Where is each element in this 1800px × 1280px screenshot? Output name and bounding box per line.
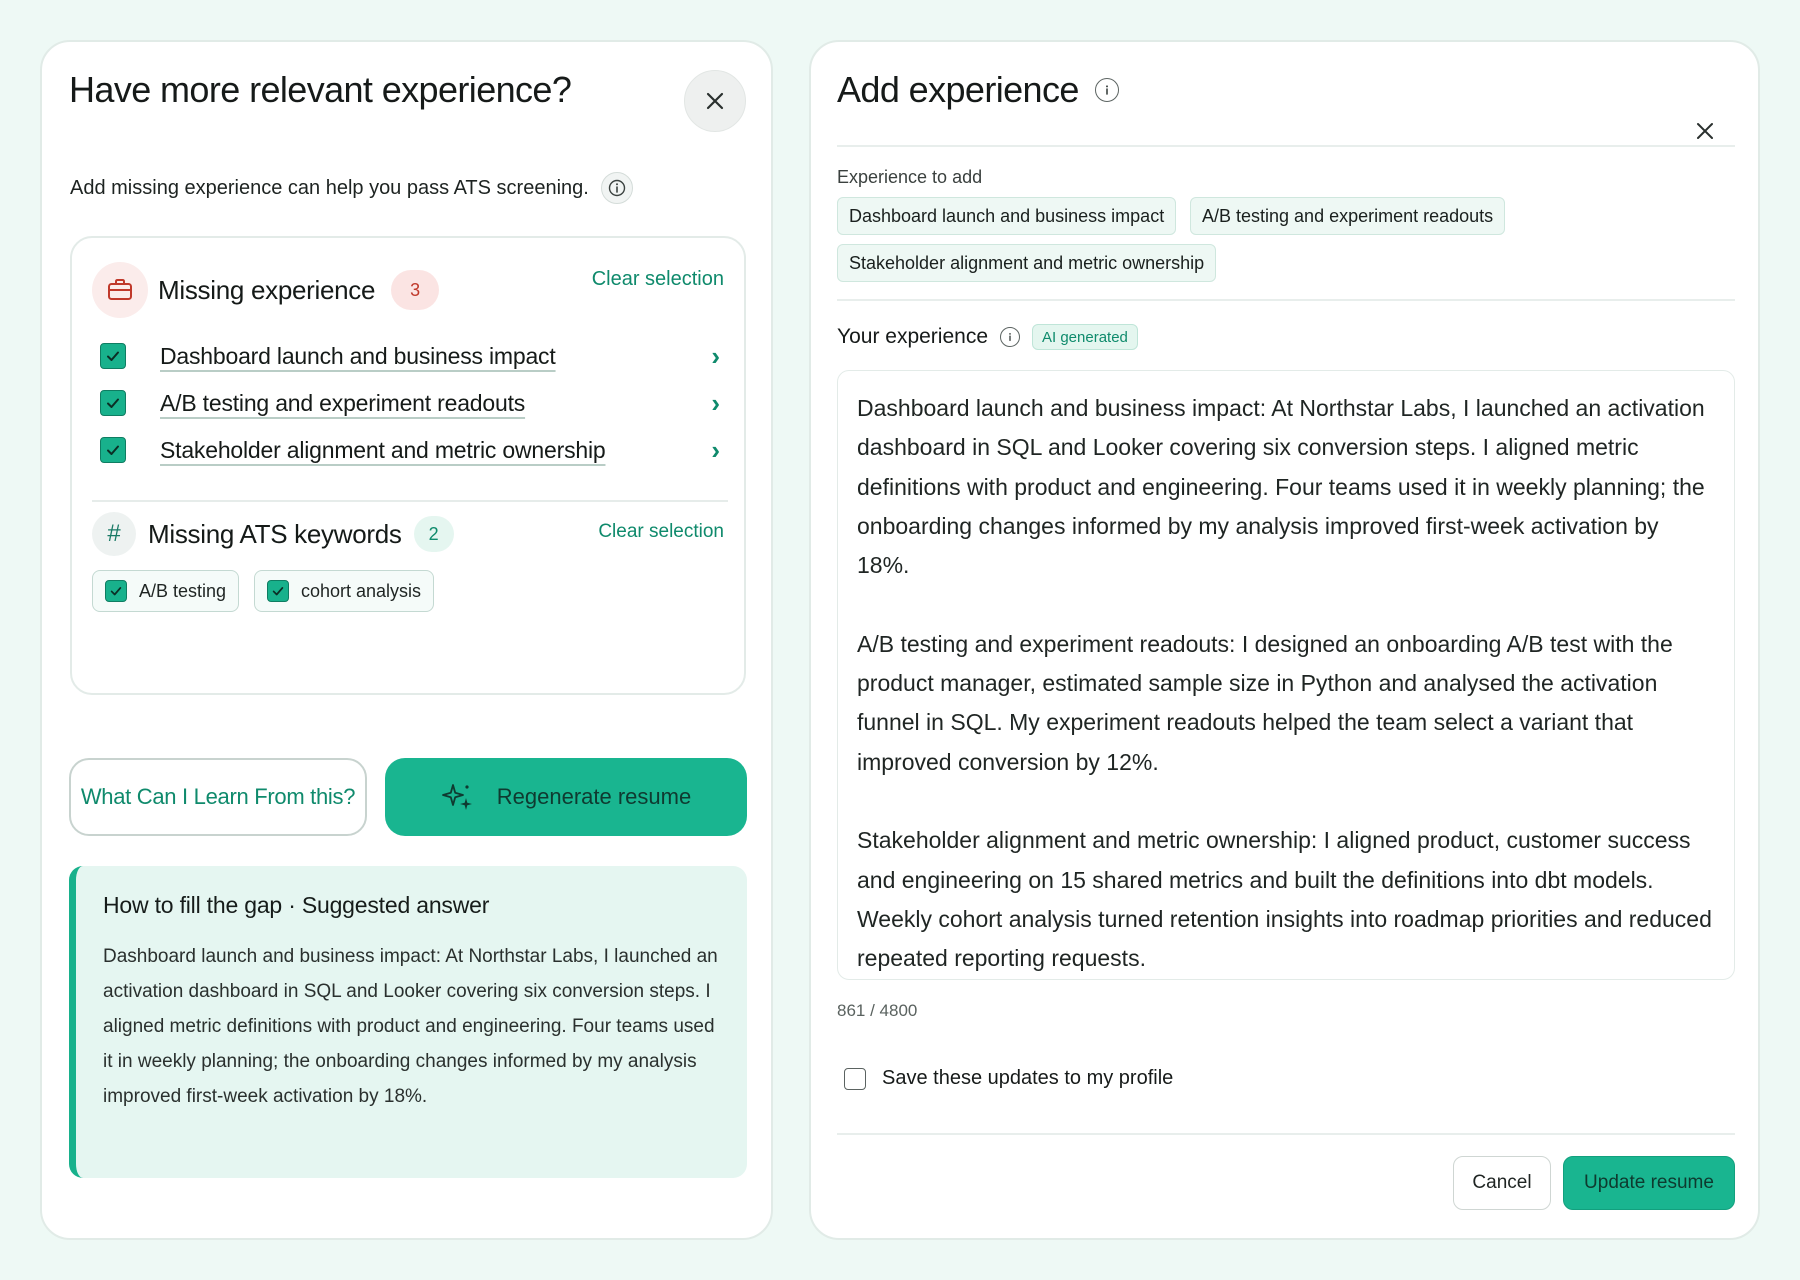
close-icon: [705, 91, 725, 111]
suggested-answer-text: Dashboard launch and business impact: At Northstar Labs, I launched an activation dashboard in SQL and Looker covering six conversion steps. I aligned metric definitions with product and engineering. Four teams used it in weekly planning; the onboarding changes informed by my analysis improved first-week activation by 18%.: [103, 946, 718, 1107]
divider: [837, 145, 1735, 147]
section-title: Missing experience: [158, 274, 376, 305]
checkbox[interactable]: [105, 580, 127, 602]
divider: [837, 299, 1735, 301]
missing-items-card: [70, 236, 746, 695]
check-icon: [109, 584, 123, 598]
save-checkbox[interactable]: [844, 1068, 866, 1090]
check-icon: [271, 584, 285, 598]
divider: [92, 500, 728, 502]
keyword-chip[interactable]: [92, 570, 239, 612]
chevron-right-icon[interactable]: ›: [711, 434, 720, 465]
missing-experience-header: [92, 262, 439, 318]
experience-chip: Stakeholder alignment and metric ownership: [837, 244, 1216, 282]
keyword-label: cohort analysis: [301, 580, 422, 601]
checkbox[interactable]: [100, 437, 126, 463]
chevron-right-icon[interactable]: ›: [711, 340, 720, 371]
check-icon: [105, 348, 121, 364]
checkbox[interactable]: [100, 390, 126, 416]
character-counter: 861 / 4800: [837, 1001, 918, 1020]
experience-item[interactable]: [100, 336, 726, 376]
info-icon[interactable]: [601, 172, 633, 204]
checkbox[interactable]: [100, 343, 126, 369]
clear-selection-link[interactable]: Clear selection: [598, 521, 724, 542]
learn-button[interactable]: What Can I Learn From this?: [69, 758, 367, 836]
experience-item[interactable]: [100, 383, 726, 423]
close-button[interactable]: [684, 70, 746, 132]
chevron-right-icon[interactable]: ›: [711, 387, 720, 418]
your-experience-label: Your experience: [837, 325, 988, 348]
experience-item-label[interactable]: Dashboard launch and business impact: [160, 342, 556, 369]
count-badge: 2: [414, 516, 454, 552]
section-title: Missing ATS keywords: [148, 518, 402, 549]
regenerate-resume-button[interactable]: [385, 758, 747, 836]
sparkle-icon: [441, 782, 475, 812]
experience-textarea[interactable]: Dashboard launch and business impact: At Northstar Labs, I launched an activation dashboard in SQL and Looker covering six conversion steps. I aligned metric definitions with product and engineering. Four teams used it in weekly planning; the onboarding changes informed by my analysis improved first-week activation by 18%. A/B testing and experiment readouts: I designed an onboarding A/B test with the product manager, estimated sample size in Python and analysed the activation funnel in SQL. My experiment readouts helped the team select a variant that improved conversion by 12%. Stakeholder alignment and metric ownership: I aligned product, customer success and engineering on 15 shared metrics and built the definitions into dbt models. Weekly cohort analysis turned retention insights into roadmap priorities and reduced repeated reporting requests.: [837, 370, 1735, 980]
experience-item-label[interactable]: Stakeholder alignment and metric ownership: [160, 436, 606, 463]
close-icon: [1696, 122, 1714, 140]
update-resume-button[interactable]: Update resume: [1563, 1156, 1735, 1210]
briefcase-icon: [92, 262, 148, 318]
count-badge: 3: [391, 270, 439, 310]
hash-icon: #: [92, 512, 136, 556]
close-button[interactable]: [1696, 122, 1714, 145]
dialog-title-row: [837, 69, 1119, 111]
add-experience-dialog: [809, 40, 1760, 1240]
suggested-answer-box: [69, 866, 747, 1178]
ai-generated-badge: AI generated: [1032, 324, 1138, 350]
divider: [837, 1133, 1735, 1135]
cancel-button[interactable]: Cancel: [1453, 1156, 1551, 1210]
check-icon: [105, 442, 121, 458]
your-experience-header: [837, 324, 1138, 350]
panel-title: Have more relevant experience?: [69, 69, 572, 110]
missing-experience-panel: [40, 40, 773, 1240]
check-icon: [105, 395, 121, 411]
experience-item-label[interactable]: A/B testing and experiment readouts: [160, 389, 526, 416]
save-label[interactable]: Save these updates to my profile: [882, 1067, 1174, 1089]
panel-subtitle: [70, 172, 633, 204]
checkbox[interactable]: [267, 580, 289, 602]
missing-keywords-header: [92, 512, 454, 556]
experience-to-add-label: Experience to add: [837, 167, 983, 187]
info-icon[interactable]: [1095, 78, 1119, 102]
keyword-chip[interactable]: [254, 570, 434, 612]
save-to-profile-option[interactable]: [844, 1067, 1173, 1090]
subtitle-text: Add missing experience can help you pass ATS screening.: [70, 176, 589, 199]
experience-item[interactable]: [100, 430, 726, 470]
experience-chip: A/B testing and experiment readouts: [1190, 197, 1505, 235]
info-icon[interactable]: [1000, 327, 1020, 347]
keyword-label: A/B testing: [139, 580, 227, 601]
suggested-answer-title: How to fill the gap · Suggested answer: [103, 892, 490, 918]
experience-chip: Dashboard launch and business impact: [837, 197, 1176, 235]
dialog-title: Add experience: [837, 69, 1079, 110]
regenerate-label: Regenerate resume: [496, 784, 692, 809]
clear-selection-link[interactable]: Clear selection: [591, 268, 724, 290]
